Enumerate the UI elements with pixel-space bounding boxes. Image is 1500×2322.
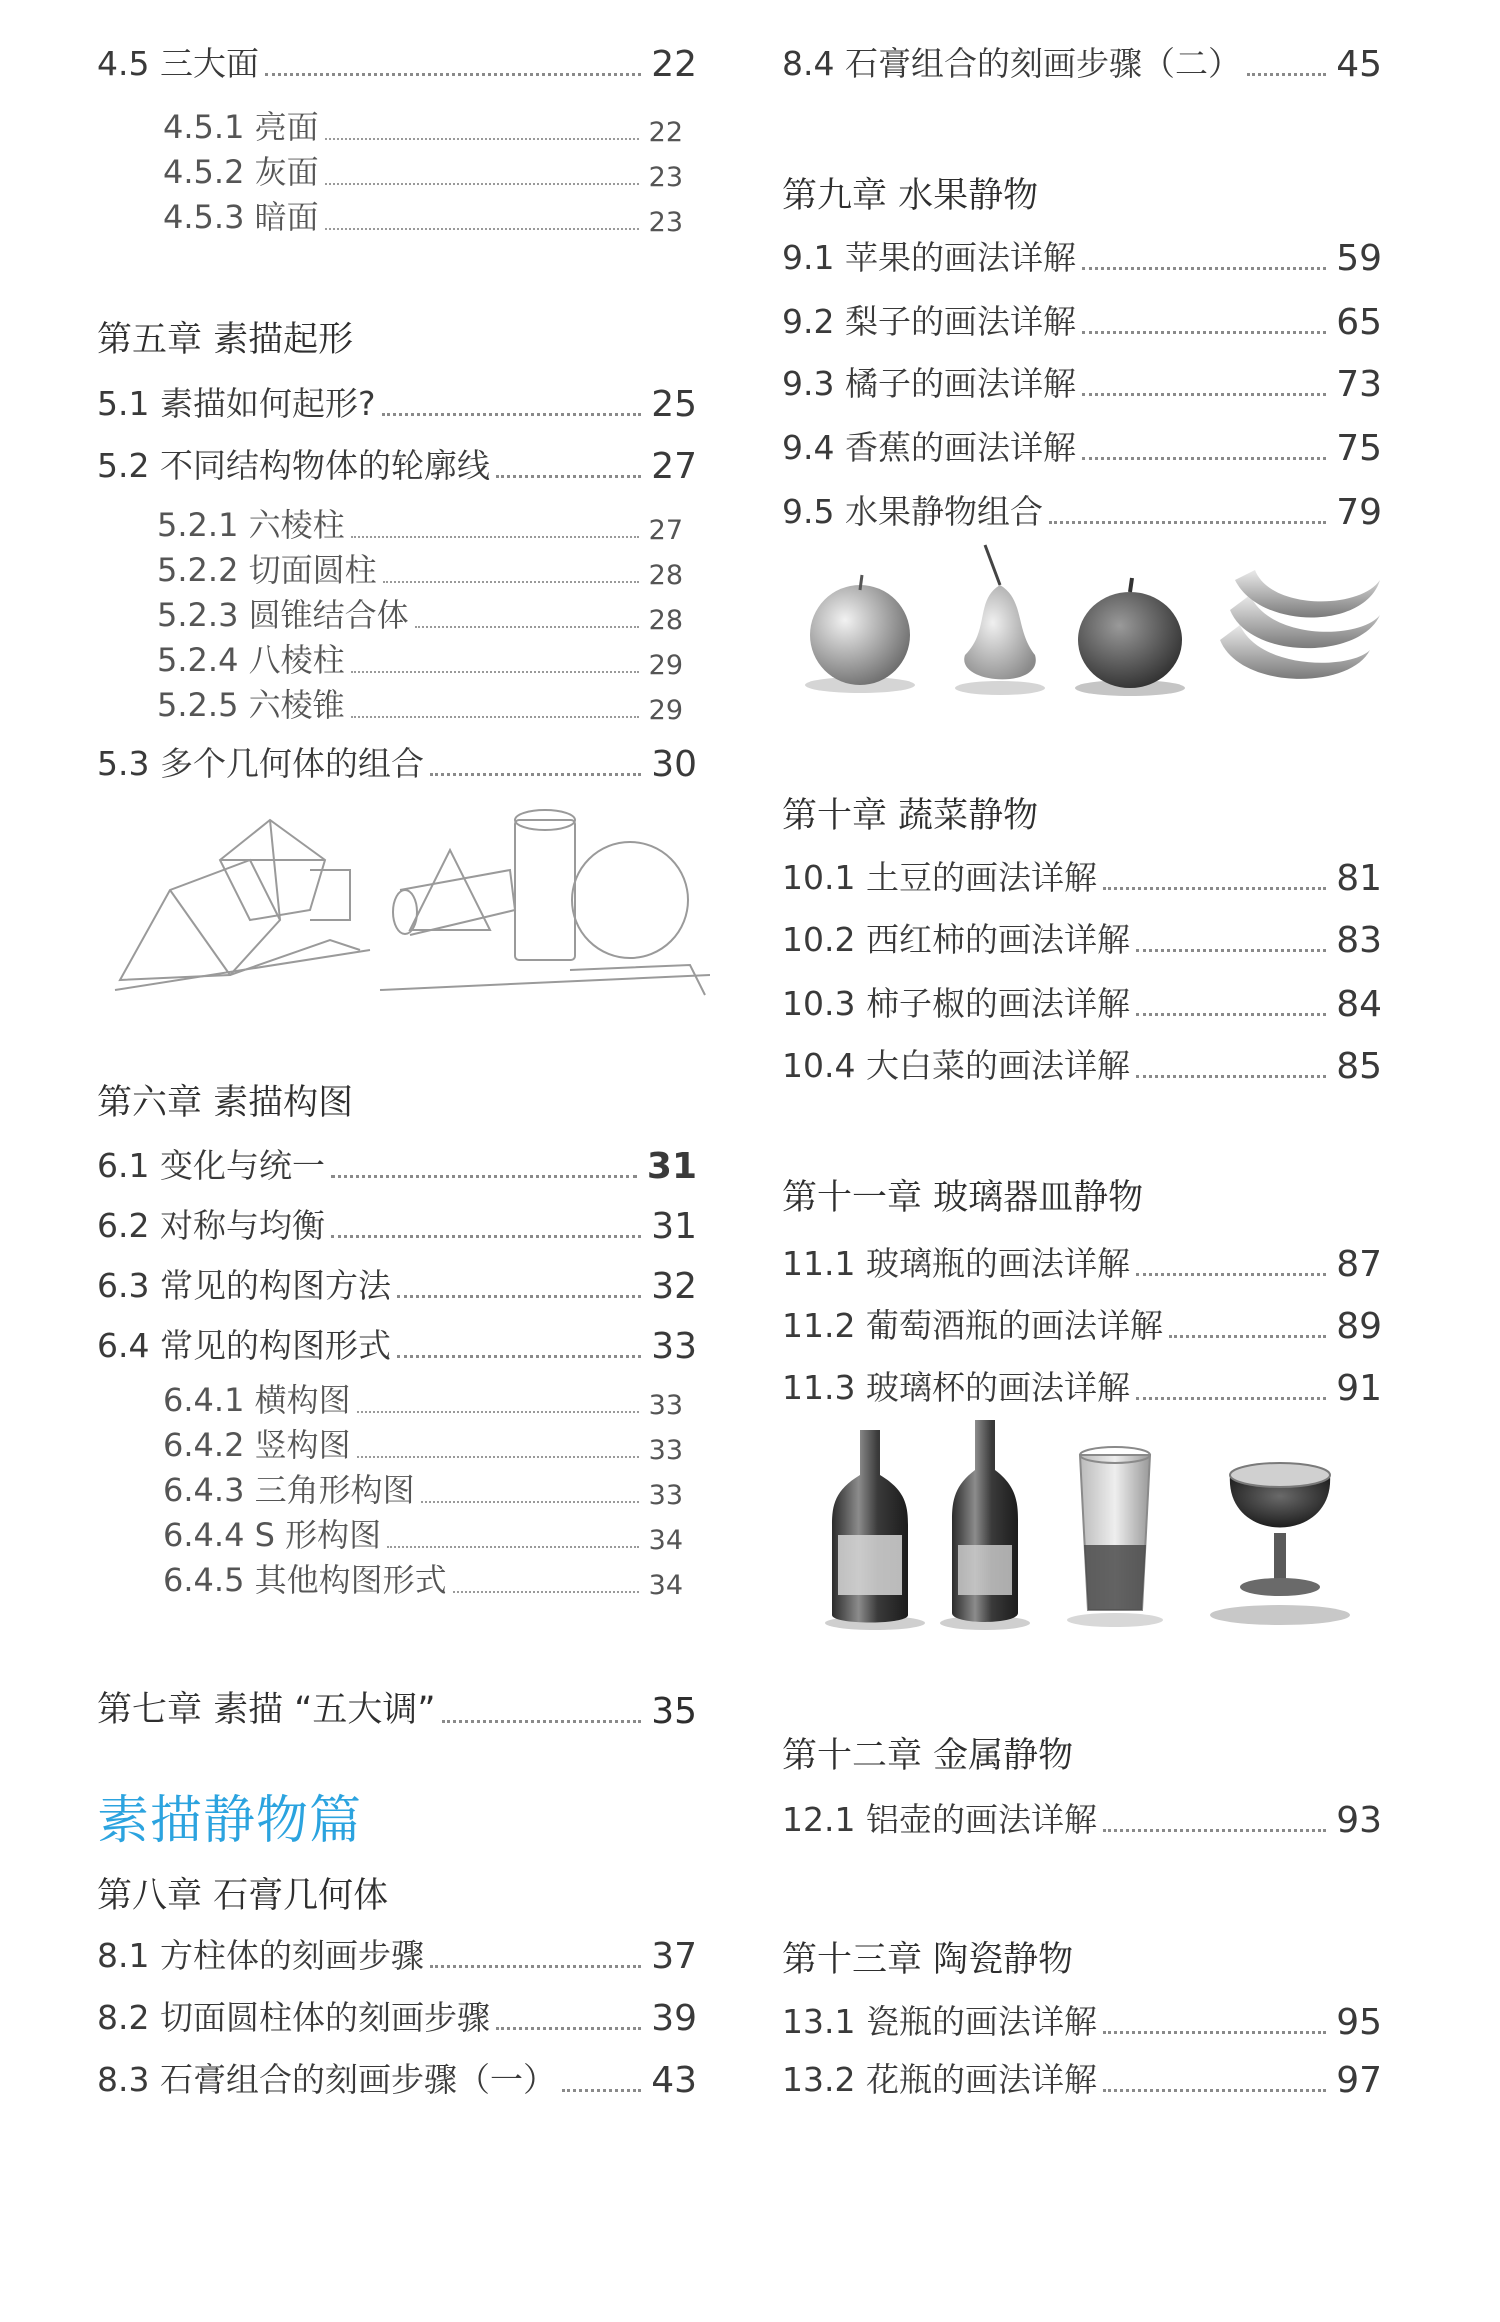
- entry-page: 23: [648, 207, 683, 238]
- entry-page: 73: [1336, 364, 1382, 405]
- entry-page: 33: [648, 1480, 683, 1511]
- entry-page: 28: [648, 560, 683, 591]
- part-title: 素描静物篇: [97, 1791, 363, 1851]
- entry-label: 8.2 切面圆柱体的刻画步骤: [97, 1998, 490, 2037]
- entry-label: 5.1 素描如何起形?: [97, 384, 376, 423]
- leader-dots: [1103, 2031, 1326, 2034]
- entry-label: 8.3 石膏组合的刻画步骤（一）: [97, 2060, 556, 2099]
- entry-label: 9.5 水果静物组合: [782, 492, 1043, 531]
- entry-page: 22: [651, 44, 697, 85]
- entry-page: 31: [646, 1146, 697, 1187]
- leader-dots: [1082, 331, 1326, 334]
- entry-page: 87: [1336, 1244, 1382, 1285]
- chapter-12-title: 第十二章 金属静物: [782, 1736, 1074, 1776]
- toc-entry-8-2[interactable]: [97, 1992, 697, 2039]
- leader-dots: [351, 716, 639, 718]
- entry-label: 6.4.1 横构图: [163, 1381, 351, 1419]
- entry-label: 5.2.5 六棱锥: [157, 686, 345, 724]
- entry-page: 33: [648, 1390, 683, 1421]
- entry-page: 95: [1336, 2002, 1382, 2043]
- entry-label: 12.1 铝壶的画法详解: [782, 1800, 1097, 1839]
- entry-label: 8.1 方柱体的刻画步骤: [97, 1936, 424, 1975]
- leader-dots: [397, 1295, 641, 1298]
- chapter-10-title: 第十章 蔬菜静物: [782, 796, 1039, 836]
- leader-dots: [351, 536, 639, 538]
- entry-page: 93: [1336, 1800, 1382, 1841]
- entry-label: 11.1 玻璃瓶的画法详解: [782, 1244, 1130, 1283]
- toc-entry-4-5-3[interactable]: [163, 192, 683, 238]
- toc-entry-12-1[interactable]: [782, 1794, 1382, 1841]
- toc-entry-10-4[interactable]: [782, 1040, 1382, 1087]
- chapter-6-title: 第六章 素描构图: [97, 1083, 354, 1123]
- toc-entry-6-2[interactable]: [97, 1200, 697, 1247]
- entry-label: 9.2 梨子的画法详解: [782, 302, 1076, 341]
- leader-dots: [415, 626, 639, 628]
- leader-dots: [387, 1546, 639, 1548]
- entry-page: 65: [1336, 302, 1382, 343]
- toc-entry-8-1[interactable]: [97, 1930, 697, 1977]
- toc-entry-5-1[interactable]: [97, 378, 697, 425]
- entry-label: 5.2 不同结构物体的轮廓线: [97, 446, 490, 485]
- entry-label: 9.3 橘子的画法详解: [782, 364, 1076, 403]
- entry-page: 25: [651, 384, 697, 425]
- entry-label: 5.2.2 切面圆柱: [157, 551, 377, 589]
- entry-label: 13.2 花瓶的画法详解: [782, 2060, 1097, 2099]
- toc-entry-4-5[interactable]: [97, 38, 697, 85]
- entry-label: 6.4.5 其他构图形式: [163, 1561, 447, 1599]
- entry-page: 27: [648, 515, 683, 546]
- entry-page: 39: [651, 1998, 697, 2039]
- leader-dots: [1082, 267, 1326, 270]
- toc-entry-9-4[interactable]: [782, 422, 1382, 469]
- entry-label: 10.1 土豆的画法详解: [782, 858, 1097, 897]
- toc-entry-5-3[interactable]: [97, 738, 697, 785]
- entry-page: 84: [1336, 984, 1382, 1025]
- leader-dots: [383, 581, 639, 583]
- leader-dots: [1136, 1075, 1326, 1078]
- entry-label: 6.1 变化与统一: [97, 1146, 325, 1185]
- entry-page: 35: [651, 1691, 697, 1732]
- leader-dots: [351, 671, 639, 673]
- entry-page: 33: [651, 1326, 697, 1367]
- toc-entry-6-4-3[interactable]: [163, 1465, 683, 1511]
- leader-dots: [1103, 1829, 1326, 1832]
- leader-dots: [265, 73, 641, 76]
- toc-entry-4-5-1[interactable]: [163, 102, 683, 148]
- entry-page: 75: [1336, 428, 1382, 469]
- entry-label: 5.2.1 六棱柱: [157, 506, 345, 544]
- entry-label: 10.4 大白菜的画法详解: [782, 1046, 1130, 1085]
- entry-label: 5.2.3 圆锥结合体: [157, 596, 409, 634]
- entry-page: 85: [1336, 1046, 1382, 1087]
- entry-label: 6.4 常见的构图形式: [97, 1326, 391, 1365]
- toc-entry-4-5-2[interactable]: [163, 147, 683, 193]
- entry-label: 4.5.3 暗面: [163, 198, 319, 236]
- toc-entry-6-4-5[interactable]: [163, 1555, 683, 1601]
- entry-page: 43: [651, 2060, 697, 2101]
- entry-page: 34: [648, 1570, 683, 1601]
- leader-dots: [1136, 1273, 1326, 1276]
- entry-label: 8.4 石膏组合的刻画步骤（二）: [782, 44, 1241, 83]
- leader-dots: [397, 1355, 641, 1358]
- toc-entry-6-4-1[interactable]: [163, 1375, 683, 1421]
- entry-page: 45: [1336, 44, 1382, 85]
- leader-dots: [421, 1501, 639, 1503]
- toc-entry-6-4-4[interactable]: [163, 1510, 683, 1556]
- toc-entry-9-3[interactable]: [782, 358, 1382, 405]
- fruit-sketch-illustration: [790, 540, 1390, 700]
- entry-page: 89: [1336, 1306, 1382, 1347]
- toc-entry-11-2[interactable]: [782, 1300, 1382, 1347]
- toc-entry-13-2[interactable]: [782, 2054, 1382, 2101]
- leader-dots: [331, 1235, 641, 1238]
- entry-page: 30: [651, 744, 697, 785]
- toc-entry-10-3[interactable]: [782, 978, 1382, 1025]
- entry-label: 5.3 多个几何体的组合: [97, 744, 424, 783]
- leader-dots: [496, 2027, 641, 2030]
- leader-dots: [1136, 1397, 1326, 1400]
- entry-page: 91: [1336, 1368, 1382, 1409]
- leader-dots: [442, 1720, 642, 1723]
- leader-dots: [1136, 1013, 1326, 1016]
- entry-label: 11.3 玻璃杯的画法详解: [782, 1368, 1130, 1407]
- toc-entry-8-3[interactable]: [97, 2054, 697, 2101]
- toc-entry-8-4[interactable]: [782, 38, 1382, 85]
- toc-entry-9-1[interactable]: [782, 232, 1382, 279]
- toc-entry-5-2-4[interactable]: [157, 635, 683, 681]
- entry-label: 10.2 西红柿的画法详解: [782, 920, 1130, 959]
- toc-entry-10-2[interactable]: [782, 914, 1382, 961]
- toc-entry-11-1[interactable]: [782, 1238, 1382, 1285]
- apple-shape: [810, 585, 910, 685]
- leader-dots: [382, 413, 642, 416]
- entry-label: 6.2 对称与均衡: [97, 1206, 325, 1245]
- entry-label: 5.2.4 八棱柱: [157, 641, 345, 679]
- toc-entry-6-3[interactable]: [97, 1260, 697, 1307]
- leader-dots: [496, 475, 641, 478]
- toc-entry-10-1[interactable]: [782, 852, 1382, 899]
- entry-page: 79: [1336, 492, 1382, 533]
- toc-entry-11-3[interactable]: [782, 1362, 1382, 1409]
- entry-label: 4.5.2 灰面: [163, 153, 319, 191]
- entry-page: 59: [1336, 238, 1382, 279]
- leader-dots: [1049, 521, 1326, 524]
- toc-entry-5-2-1[interactable]: [157, 500, 683, 546]
- toc-entry-6-4-2[interactable]: [163, 1420, 683, 1466]
- leader-dots: [357, 1456, 639, 1458]
- entry-page: 33: [648, 1435, 683, 1466]
- chapter-8-title: 第八章 石膏几何体: [97, 1876, 389, 1916]
- leader-dots: [325, 183, 639, 185]
- leader-dots: [1082, 393, 1326, 396]
- entry-page: 97: [1336, 2060, 1382, 2101]
- toc-entry-6-1[interactable]: [97, 1140, 697, 1187]
- chapter-9-title: 第九章 水果静物: [782, 176, 1039, 216]
- orange-shape: [1078, 592, 1182, 688]
- pear-shape: [964, 585, 1036, 679]
- entry-page: 29: [648, 695, 683, 726]
- leader-dots: [325, 138, 639, 140]
- entry-label: 10.3 柿子椒的画法详解: [782, 984, 1130, 1023]
- entry-label: 4.5.1 亮面: [163, 108, 319, 146]
- entry-label: 6.3 常见的构图方法: [97, 1266, 391, 1305]
- toc-entry-5-2-5[interactable]: [157, 680, 683, 726]
- leader-dots: [453, 1591, 639, 1593]
- toc-entry-5-2[interactable]: [97, 440, 697, 487]
- leader-dots: [1169, 1335, 1326, 1338]
- entry-label: 9.4 香蕉的画法详解: [782, 428, 1076, 467]
- entry-label: 9.1 苹果的画法详解: [782, 238, 1076, 277]
- leader-dots: [1103, 887, 1326, 890]
- leader-dots: [325, 228, 639, 230]
- entry-label: 6.4.4 S 形构图: [163, 1516, 382, 1554]
- entry-page: 81: [1336, 858, 1382, 899]
- entry-page: 22: [648, 117, 683, 148]
- entry-label: 6.4.2 竖构图: [163, 1426, 351, 1464]
- entry-label: 4.5 三大面: [97, 44, 259, 83]
- toc-entry-9-5[interactable]: [782, 486, 1382, 533]
- toc-entry-chapter-7[interactable]: [97, 1682, 697, 1732]
- leader-dots: [430, 773, 641, 776]
- toc-entry-9-2[interactable]: [782, 296, 1382, 343]
- entry-page: 29: [648, 650, 683, 681]
- entry-page: 23: [648, 162, 683, 193]
- chapter-13-title: 第十三章 陶瓷静物: [782, 1940, 1074, 1980]
- entry-label: 第七章 素描 “五大调”: [97, 1690, 436, 1730]
- toc-entry-5-2-2[interactable]: [157, 545, 683, 591]
- toc-entry-5-2-3[interactable]: [157, 590, 683, 636]
- glassware-sketch-illustration: [780, 1415, 1390, 1635]
- entry-page: 27: [651, 446, 697, 487]
- toc-entry-6-4[interactable]: [97, 1320, 697, 1367]
- leader-dots: [562, 2089, 641, 2092]
- entry-page: 83: [1336, 920, 1382, 961]
- leader-dots: [357, 1411, 639, 1413]
- entry-page: 28: [648, 605, 683, 636]
- leader-dots: [1136, 949, 1326, 952]
- chapter-5-title: 第五章 素描起形: [97, 320, 354, 360]
- leader-dots: [430, 1965, 641, 1968]
- chapter-11-title: 第十一章 玻璃器皿静物: [782, 1178, 1144, 1218]
- entry-label: 6.4.3 三角形构图: [163, 1471, 415, 1509]
- geometry-sketch-illustration: [110, 800, 710, 1010]
- entry-page: 37: [651, 1936, 697, 1977]
- entry-label: 13.1 瓷瓶的画法详解: [782, 2002, 1097, 2041]
- toc-entry-13-1[interactable]: [782, 1996, 1382, 2043]
- leader-dots: [1082, 457, 1326, 460]
- leader-dots: [1103, 2089, 1326, 2092]
- leader-dots: [331, 1175, 637, 1178]
- entry-page: 31: [651, 1206, 697, 1247]
- entry-label: 11.2 葡萄酒瓶的画法详解: [782, 1306, 1163, 1345]
- entry-page: 32: [651, 1266, 697, 1307]
- leader-dots: [1247, 73, 1326, 76]
- entry-page: 34: [648, 1525, 683, 1556]
